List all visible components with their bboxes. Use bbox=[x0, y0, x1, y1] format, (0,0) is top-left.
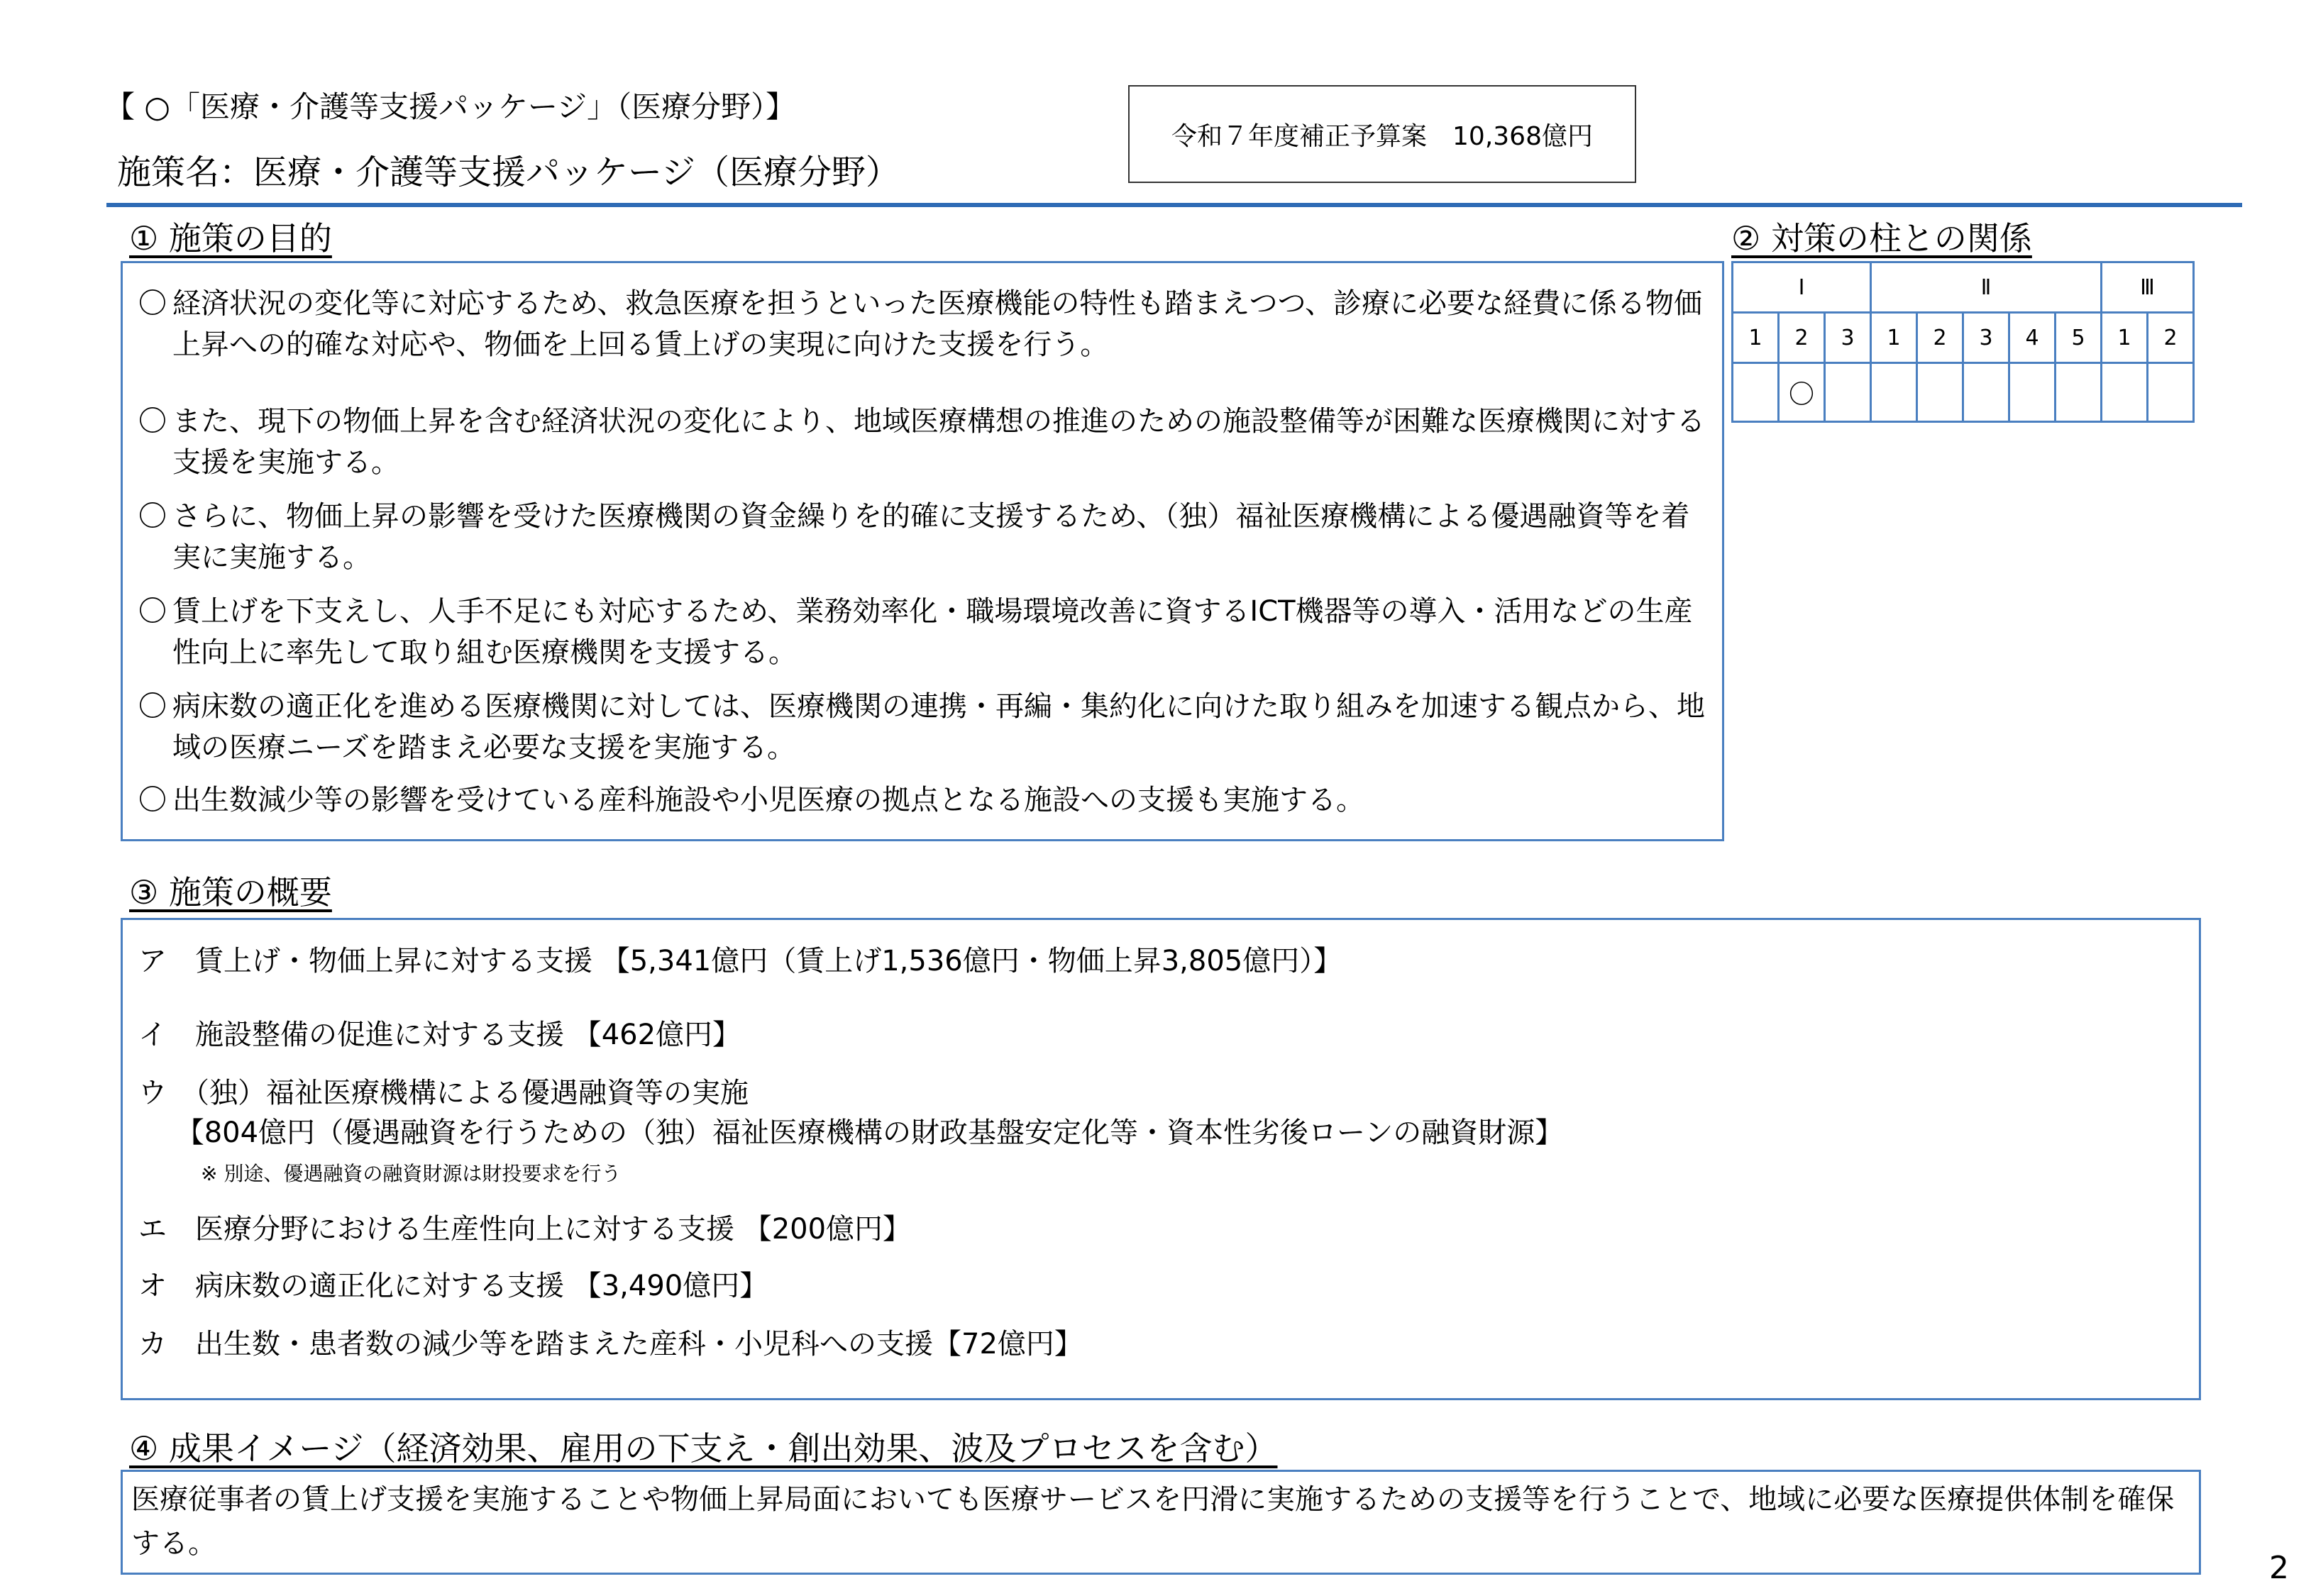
pillar-mark-cell bbox=[2009, 363, 2056, 422]
package-bracket-title: 【 ○「医療・介護等支援パッケージ」（医療分野）】 bbox=[105, 89, 796, 124]
pillar-mark-cell bbox=[1917, 363, 1963, 422]
pillar-sub-header: 2 bbox=[2148, 313, 2194, 363]
page-number: 2 bbox=[2269, 1550, 2289, 1586]
purpose-item bbox=[138, 591, 1706, 673]
pillar-mark-cell bbox=[1963, 363, 2009, 422]
policy-name: 施策名：医療・介護等支援パッケージ（医療分野） bbox=[117, 153, 900, 192]
section2-heading: ② 対策の柱との関係 bbox=[1731, 219, 2032, 257]
circle-icon: 〇 bbox=[138, 405, 167, 438]
purpose-text: 病床数の適正化を進める医療機関に対しては、医療機関の連携・再編・集約化に向けた取り組みを加速する観点から、地域の医療ニーズを踏まえ必要な支援を実施する。 bbox=[172, 690, 1705, 764]
outcome-text: 医療従事者の賃上げ支援を実施することや物価上昇局面においても医療サービスを円滑に実施するための支援等を行うことで、地域に必要な医療提供体制を確保する。 bbox=[131, 1483, 2175, 1560]
pillar-mark-cell bbox=[1825, 363, 1871, 422]
circle-icon: 〇 bbox=[138, 500, 167, 533]
summary-note: ※ 別途、優遇融資の融資財源は財投要求を行う bbox=[201, 1162, 622, 1185]
circle-icon: 〇 bbox=[138, 690, 167, 723]
summary-line-ka: カ 出生数・患者数の減少等を踏まえた産科・小児科への支援【72億円】 bbox=[138, 1328, 1083, 1361]
summary-line-o: オ 病床数の適正化に対する支援 【3,490億円】 bbox=[138, 1270, 768, 1302]
pillar-group-header: Ⅲ bbox=[2102, 262, 2194, 313]
purpose-item bbox=[138, 401, 1706, 483]
pillar-mark-cell bbox=[2056, 363, 2102, 422]
budget-box bbox=[1128, 85, 1636, 183]
section3-heading: ③ 施策の概要 bbox=[129, 873, 332, 911]
pillar-sub-header: 2 bbox=[1779, 313, 1825, 363]
purpose-text: また、現下の物価上昇を含む経済状況の変化により、地域医療構想の推進のための施設整備等が困難な医療機関に対する支援を実施する。 bbox=[172, 405, 1705, 479]
pillar-group-header: Ⅱ bbox=[1871, 262, 2102, 313]
pillar-group-header: Ⅰ bbox=[1733, 262, 1871, 313]
section4-heading: ④ 成果イメージ（経済効果、雇用の下支え・創出効果、波及プロセスを含む） bbox=[129, 1429, 1278, 1468]
purpose-text: 出生数減少等の影響を受けている産科施設や小児医療の拠点となる施設への支援も実施する。 bbox=[172, 784, 1364, 816]
summary-line-i: イ 施設整備の促進に対する支援 【462億円】 bbox=[138, 1019, 741, 1051]
purpose-item bbox=[138, 686, 1706, 768]
purpose-text: 賃上げを下支えし、人手不足にも対応するため、業務効率化・職場環境改善に資するICT機器等の導入・活用などの生産性向上に率先して取り組む医療機関を支援する。 bbox=[172, 595, 1693, 669]
purpose-item bbox=[138, 283, 1706, 365]
purpose-text: さらに、物価上昇の影響を受けた医療機関の資金繰りを的確に支援するため、（独）福祉医療機構による優遇融資等を着実に実施する。 bbox=[172, 500, 1690, 574]
pillar-sub-header: 1 bbox=[1871, 313, 1917, 363]
pillar-mark-cell bbox=[1871, 363, 1917, 422]
purpose-text: 経済状況の変化等に対応するため、救急医療を担うといった医療機能の特性も踏まえつつ、診療に必要な経費に係る物価上昇への的確な対応や、物価を上回る賃上げの実現に向けた支援を行う。 bbox=[172, 287, 1702, 361]
summary-line-u: ウ （独）福祉医療機構による優遇融資等の実施 bbox=[138, 1077, 749, 1109]
pillar-sub-header: 3 bbox=[1963, 313, 2009, 363]
purpose-item bbox=[138, 496, 1706, 578]
pillar-mark-cell bbox=[2148, 363, 2194, 422]
pillar-sub-header: 4 bbox=[2009, 313, 2056, 363]
summary-line-a: ア 賃上げ・物価上昇に対する支援 【5,341億円（賃上げ1,536億円・物価上昇3,805億円）】 bbox=[138, 945, 1342, 977]
pillar-table bbox=[1731, 261, 2195, 423]
budget-text: 令和７年度補正予算案 10,368億円 bbox=[1171, 121, 1593, 151]
pillar-sub-header: 2 bbox=[1917, 313, 1963, 363]
pillar-sub-header: 1 bbox=[1733, 313, 1779, 363]
summary-line-u-detail: 【804億円（優遇融資を行うための（独）福祉医療機構の財政基盤安定化等・資本性劣後ローンの融資財源】 bbox=[138, 1116, 1564, 1149]
pillar-mark-cell bbox=[2102, 363, 2148, 422]
pillar-mark-cell bbox=[1733, 363, 1779, 422]
pillar-sub-header: 1 bbox=[2102, 313, 2148, 363]
pillar-sub-header: 5 bbox=[2056, 313, 2102, 363]
pillar-sub-header: 3 bbox=[1825, 313, 1871, 363]
summary-panel bbox=[121, 918, 2201, 1400]
circle-icon: 〇 bbox=[138, 784, 167, 816]
summary-line-e: エ 医療分野における生産性向上に対する支援 【200億円】 bbox=[138, 1213, 912, 1246]
header-divider bbox=[106, 203, 2242, 207]
purpose-panel bbox=[121, 261, 1724, 841]
circle-icon: 〇 bbox=[138, 595, 167, 628]
section1-heading: ① 施策の目的 bbox=[129, 219, 332, 257]
circle-icon: 〇 bbox=[138, 287, 167, 320]
outcome-panel bbox=[121, 1470, 2201, 1575]
pillar-mark-cell: 〇 bbox=[1779, 363, 1825, 422]
purpose-item bbox=[138, 780, 1706, 821]
